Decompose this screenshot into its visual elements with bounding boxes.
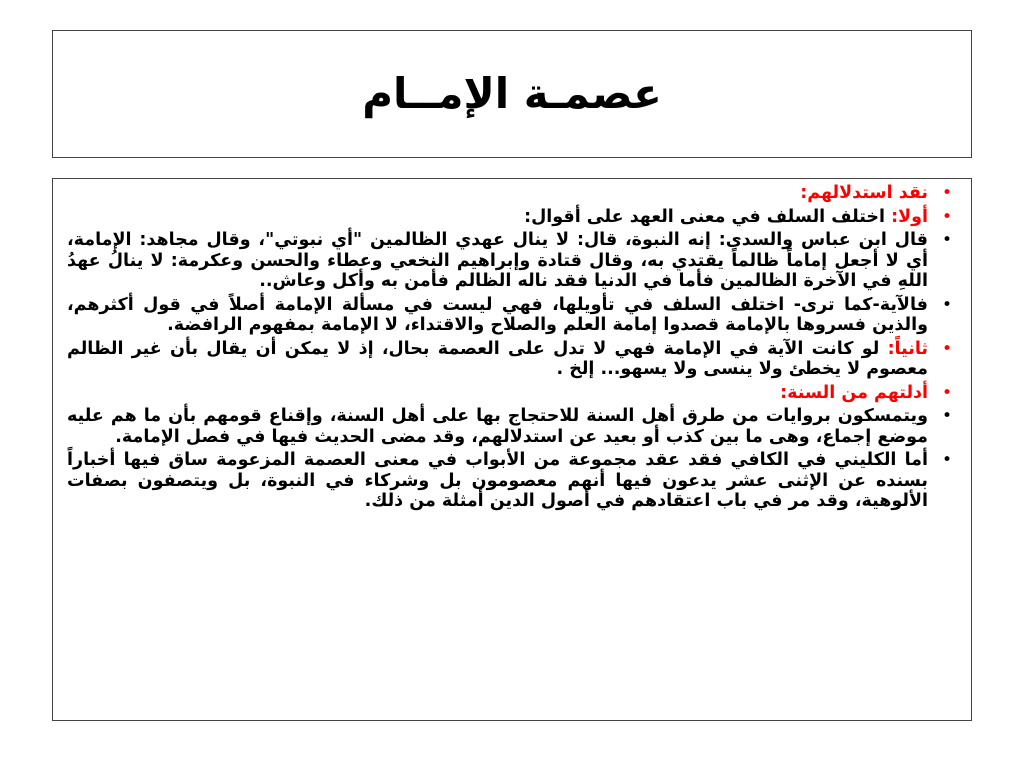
bullet-item [67,207,955,228]
slide-title: عصمـة الإمــام [362,69,662,118]
bullet-list [67,183,955,512]
bullet-dot-icon: • [941,406,952,426]
bullet-text: ويتمسكون بروايات من طرق أهل السنة للاحتجاج بها على أهل السنة، وإقناع قومهم بأن ما هم عليه موضع إجماع، وهى ما بين كذب أو بعيد عن استدلالهم، وقد مضى الحديث فيها في فصل الإمامة. [67,406,928,447]
content-box [52,178,972,721]
title-box [52,30,972,158]
bullet-item [67,339,955,380]
bullet-heading-text: أدلتهم من السنة: [780,382,928,403]
bullet-label: ثانياً: [887,338,928,359]
bullet-item [67,383,955,404]
bullet-dot-icon: • [941,183,952,203]
bullet-dot-icon: • [941,230,952,250]
bullet-heading-text: نقد استدلالهم: [800,183,928,203]
bullet-item [67,295,955,336]
bullet-item [67,230,955,292]
bullet-dot-icon: • [941,382,952,403]
bullet-item [67,183,955,204]
bullet-label: أولا: [891,206,928,227]
bullet-dot-icon: • [941,450,952,470]
bullet-text: أما الكليني في الكافي فقد عقد مجموعة من الأبواب في معنى العصمة المزعومة ساق فيها أخباراً بسنده عن الإثنى عشر يدعون فيها أنهم معصومون بل وشركاء في النبوة، بل ويتصفون بصفات الألوهية، وقد مر في باب اعتقادهم في أصول الدين أمثلة من ذلك. [67,450,928,511]
bullet-dot-icon: • [941,338,952,359]
bullet-dot-icon: • [941,294,952,315]
bullet-text: اختلف السلف في معنى العهد على أقوال: [524,206,892,227]
bullet-item [67,450,955,512]
bullet-text: لو كانت الآية في الإمامة فهي لا تدل على العصمة بحال، إذ لا يمكن أن يقال بأن غير الظالم معصوم لا يخطئ ولا ينسى ولا يسهو... إلخ . [67,338,928,379]
bullet-text: قال ابن عباس والسدى: إنه النبوة، قال: لا ينال عهدي الظالمين "أي نبوتي"، وقال مجاهد: الإمامة، أي لا أجعل إماماً ظالماً يقتدي به، وقال قتادة وإبراهيم النخعي وعطاء والحسن وعكرمة: لا ينالُ عهدُ اللهِ في الآخرة الظالمين فأما في الدنيا فقد ناله الظالم فأمن به وأكل وعاش.. [67,230,928,291]
bullet-text: فالآية-كما ترى- اختلف السلف في تأويلها، فهي ليست في مسألة الإمامة أصلاً في قول أكثرهم، والذين فسروها بالإمامة قصدوا إمامة العلم والصلاح والاقتداء، لا الإمامة بمفهوم الرافضة. [67,294,928,335]
bullet-item [67,406,955,447]
bullet-dot-icon: • [941,206,952,227]
